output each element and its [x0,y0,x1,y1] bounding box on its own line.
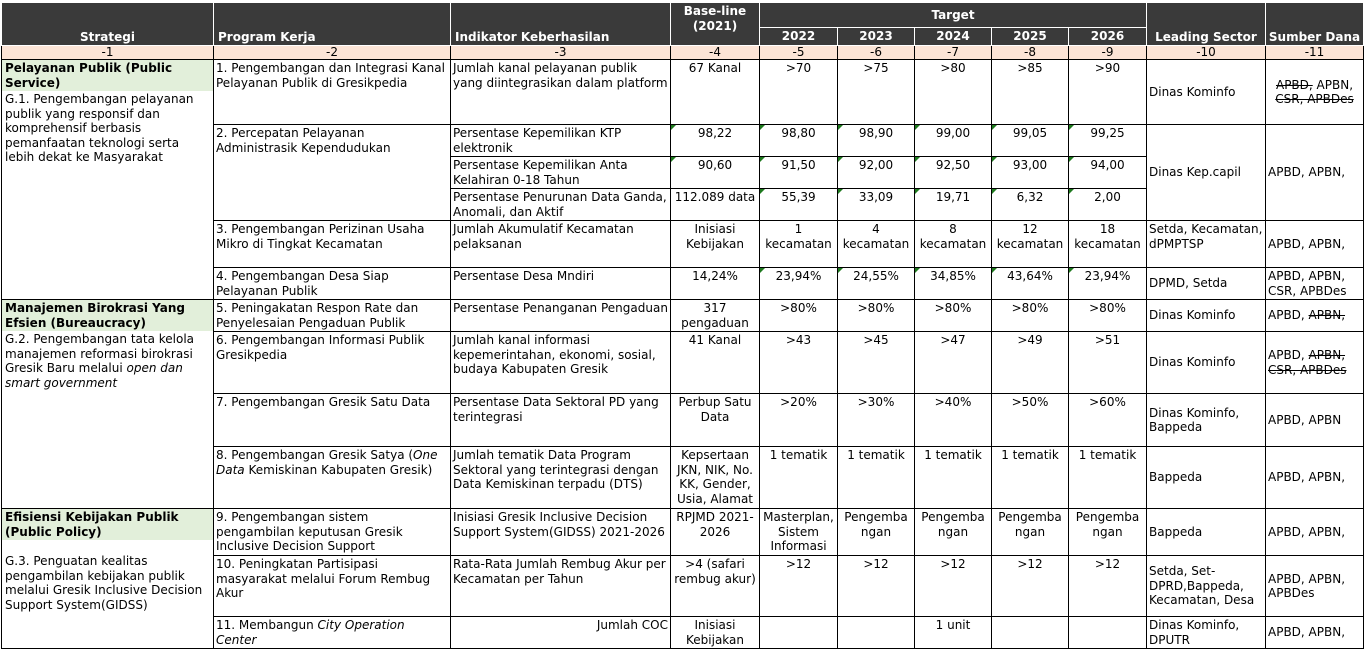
leading-sector-cell: DPMD, Setda [1147,268,1266,300]
target-cell: >12 [992,556,1069,617]
target-cell: 1 tematik [915,447,992,509]
indicator-cell: Jumlah kanal pelayanan publik yang diintegrasikan dalam platform [451,60,671,125]
target-cell: 1 tematik [1069,447,1147,509]
target-cell: >80% [992,300,1069,332]
target-cell: 23,94% [1069,268,1147,300]
target-cell: Pengemba ngan [1069,509,1147,556]
baseline-cell: RPJMD 2021-2026 [671,509,760,556]
col-number: -3 [451,46,671,60]
indicator-cell: Persentase Penanganan Pengaduan [451,300,671,332]
program-cell: 8. Pengembangan Gresik Satya (One Data Kemiskinan Kabupaten Gresik) [214,447,451,509]
sumber-dana-cell: APBD, APBN, [1266,125,1364,221]
target-cell: Masterplan, Sistem Informasi [760,509,838,556]
target-cell: 1 tematik [992,447,1069,509]
target-cell: 24,55% [838,268,915,300]
target-cell: >43 [760,332,838,394]
target-cell: Pengemba ngan [915,509,992,556]
col-number: -7 [915,46,992,60]
target-cell: 91,50 [760,157,838,189]
program-matrix-table [1,2,1364,649]
indicator-cell: Persentase Kepemilikan KTP elektronik [451,125,671,157]
program-cell: 5. Peningakatan Respon Rate dan Penyelesaian Pengaduan Publik [214,300,451,332]
indicator-cell: Persentase Desa Mndiri [451,268,671,300]
target-cell: 33,09 [838,189,915,221]
program-cell: 4. Pengembangan Desa Siap Pelayanan Publik [214,268,451,300]
baseline-cell: 67 Kanal [671,60,760,125]
col-number: -5 [760,46,838,60]
column-number-row [2,46,1364,60]
strategy-title: Efisiensi Kebijakan Publik (Public Policy) [2,509,213,540]
header-year: 2026 [1069,28,1147,46]
target-cell: 92,00 [838,157,915,189]
target-cell: 99,00 [915,125,992,157]
target-cell: 98,90 [838,125,915,157]
target-cell: 12 kecamatan [992,221,1069,268]
strategy-desc: G.2. Pengembangan tata kelola manajemen reformasi birokrasi Gresik Baru melalui open dan smart government [5,332,195,390]
col-number: -1 [2,46,214,60]
sumber-dana-cell: APBD, APBN, CSR, APBDes [1266,268,1364,300]
target-cell: >12 [915,556,992,617]
target-cell: >51 [1069,332,1147,394]
strategy-cell-g2 [2,300,214,509]
leading-sector-cell: Setda, Kecamatan, dPMPTSP [1147,221,1266,268]
header-sumber-dana: Sumber Dana [1266,3,1364,46]
header-indikator: Indikator Keberhasilan [451,3,671,46]
indicator-cell: Persentase Kepemilikan Anta Kelahiran 0-18 Tahun [451,157,671,189]
target-cell: >49 [992,332,1069,394]
sumber-dana-cell: APBD, APBN, CSR, APBDes [1266,332,1364,394]
program-cell: 6. Pengembangan Informasi Publik Gresikpedia [214,332,451,394]
target-cell: >12 [760,556,838,617]
leading-sector-cell: Bappeda [1147,509,1266,556]
col-number: -4 [671,46,760,60]
col-number: -11 [1266,46,1364,60]
strategy-cell-g1 [2,60,214,300]
baseline-cell: 41 Kanal [671,332,760,394]
baseline-cell: Kepsertaan JKN, NIK, No. KK, Gender, Usia, Alamat [671,447,760,509]
target-cell: 93,00 [992,157,1069,189]
target-cell [838,617,915,649]
program-cell: 10. Peningkatan Partisipasi masyarakat melalui Forum Rembug Akur [214,556,451,617]
strategy-title: Manajemen Birokrasi Yang Efsien (Bureaucracy) [2,300,213,331]
header-target: Target [760,3,1147,28]
indicator-cell: Jumlah Akumulatif Kecamatan pelaksanan [451,221,671,268]
target-cell: 34,85% [915,268,992,300]
sumber-dana-cell: APBD, APBN [1266,394,1364,447]
baseline-cell: >4 (safari rembug akur) [671,556,760,617]
header-year: 2025 [992,28,1069,46]
baseline-cell: Perbup Satu Data [671,394,760,447]
target-cell: >75 [838,60,915,125]
table-row [2,300,1364,332]
target-cell: 1 kecamatan [760,221,838,268]
col-number: -9 [1069,46,1147,60]
target-cell: >20% [760,394,838,447]
leading-sector-cell: Bappeda [1147,447,1266,509]
indicator-cell: Jumlah kanal informasi kepemerintahan, ekonomi, sosial, budaya Kabupaten Gresik [451,332,671,394]
leading-sector-cell: Dinas Kominfo [1147,60,1266,125]
target-cell: 23,94% [760,268,838,300]
target-cell [760,617,838,649]
target-cell: >80% [838,300,915,332]
target-cell: >12 [838,556,915,617]
header-strategi: Strategi [2,3,214,46]
strategy-desc: G.1. Pengembangan pelayanan publik yang responsif dan komprehensif berbasis pemanfaatan teknologi serta lebih dekat ke Masyarakat [5,92,194,164]
target-cell [992,617,1069,649]
header-year: 2024 [915,28,992,46]
col-number: -8 [992,46,1069,60]
col-number: -10 [1147,46,1266,60]
target-cell: >12 [1069,556,1147,617]
target-cell: >47 [915,332,992,394]
program-cell: 2. Percepatan Pelayanan Administrasik Kependudukan [214,125,451,221]
target-cell: >50% [992,394,1069,447]
target-cell: >80% [1069,300,1147,332]
target-cell: >85 [992,60,1069,125]
header-year: 2023 [838,28,915,46]
indicator-cell: Jumlah tematik Data Program Sektoral yang terintegrasi dengan Data Kemiskinan terpadu (DTS) [451,447,671,509]
leading-sector-cell: Dinas Kep.capil [1147,125,1266,221]
indicator-cell: Persentase Penurunan Data Ganda, Anomali, dan Aktif [451,189,671,221]
target-cell: 2,00 [1069,189,1147,221]
baseline-cell: 90,60 [671,157,760,189]
baseline-cell: 98,22 [671,125,760,157]
table-row [2,509,1364,556]
sumber-dana-cell: APBD, APBN, APBDes [1266,556,1364,617]
target-cell: 1 tematik [760,447,838,509]
header-program: Program Kerja [214,3,451,46]
indicator-cell: Rata-Rata Jumlah Rembug Akur per Kecamatan per Tahun [451,556,671,617]
indicator-cell: Persentase Data Sektoral PD yang terintegrasi [451,394,671,447]
sumber-dana-cell: APBD, APBN, [1266,221,1364,268]
target-cell: >80% [760,300,838,332]
program-cell: 11. Membangun City Operation Center [214,617,451,649]
target-cell: 99,25 [1069,125,1147,157]
leading-sector-cell: Dinas Kominfo [1147,332,1266,394]
strategy-desc: G.3. Penguatan kealitas pengambilan kebijakan publik melalui Gresik Inclusive Decision Support System(GIDSS) [5,554,203,612]
col-number: -6 [838,46,915,60]
baseline-cell: 112.089 data [671,189,760,221]
target-cell: 18 kecamatan [1069,221,1147,268]
col-number: -2 [214,46,451,60]
strategy-title: Pelayanan Publik (Public Service) [2,60,213,91]
target-cell: 43,64% [992,268,1069,300]
indicator-cell: Jumlah COC [451,617,671,649]
target-cell: >60% [1069,394,1147,447]
header-leading-sector: Leading Sector [1147,3,1266,46]
target-cell: >30% [838,394,915,447]
target-cell: 8 kecamatan [915,221,992,268]
baseline-cell: 14,24% [671,268,760,300]
target-cell: >70 [760,60,838,125]
target-cell: 99,05 [992,125,1069,157]
baseline-cell: 317 pengaduan [671,300,760,332]
program-cell: 7. Pengembangan Gresik Satu Data [214,394,451,447]
sumber-dana-cell: APBD, APBN, [1266,300,1364,332]
target-cell [1069,617,1147,649]
target-cell: >80% [915,300,992,332]
table-row [2,60,1364,125]
sumber-dana-cell: APBD, APBN, [1266,509,1364,556]
program-cell: 1. Pengembangan dan Integrasi Kanal Pelayanan Publik di Gresikpedia [214,60,451,125]
target-cell: 6,32 [992,189,1069,221]
program-cell: 3. Pengembangan Perizinan Usaha Mikro di Tingkat Kecamatan [214,221,451,268]
header-year: 2022 [760,28,838,46]
leading-sector-cell: Setda, Set-DPRD,Bappeda, Kecamatan, Desa [1147,556,1266,617]
leading-sector-cell: Dinas Kominfo [1147,300,1266,332]
target-cell: >90 [1069,60,1147,125]
program-cell: 9. Pengembangan sistem pengambilan keputusan Gresik Inclusive Decision Support [214,509,451,556]
target-cell: Pengemba ngan [838,509,915,556]
target-cell: 94,00 [1069,157,1147,189]
baseline-cell: Inisiasi Kebijakan [671,221,760,268]
target-cell: Pengemba ngan [992,509,1069,556]
leading-sector-cell: Dinas Kominfo, DPUTR [1147,617,1266,649]
leading-sector-cell: Dinas Kominfo, Bappeda [1147,394,1266,447]
header-baseline: Base-line (2021) [671,3,760,46]
target-cell: 4 kecamatan [838,221,915,268]
sumber-dana-cell: APBD, APBN, CSR, APBDes [1266,60,1364,125]
strategy-cell-g3 [2,509,214,649]
target-cell: 92,50 [915,157,992,189]
target-cell: 98,80 [760,125,838,157]
target-cell: >40% [915,394,992,447]
target-cell: 1 tematik [838,447,915,509]
target-cell: 1 unit [915,617,992,649]
target-cell: 19,71 [915,189,992,221]
target-cell: 55,39 [760,189,838,221]
indicator-cell: Inisiasi Gresik Inclusive Decision Support System(GIDSS) 2021-2026 [451,509,671,556]
sumber-dana-cell: APBD, APBN, [1266,617,1364,649]
sumber-dana-cell: APBD, APBN, [1266,447,1364,509]
target-cell: >80 [915,60,992,125]
baseline-cell: Inisiasi Kebijakan [671,617,760,649]
target-cell: >45 [838,332,915,394]
